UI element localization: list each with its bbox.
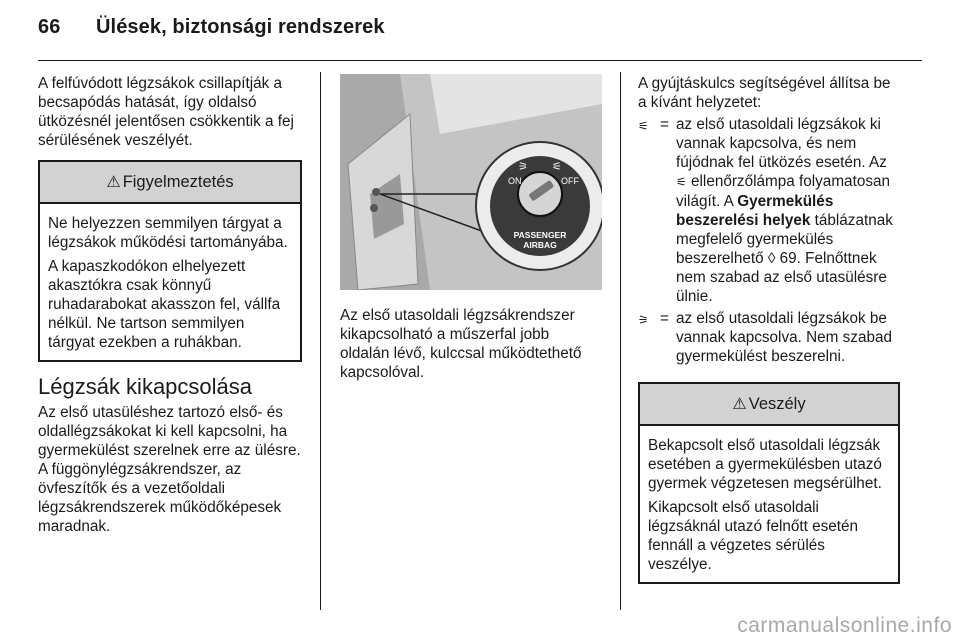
section-body: Az első utasüléshez tartozó első- és oldallégzsákokat ki kell kapcsolni, ha gyermekülést szerelnek erre az ülésre. A függönylégzsákrendszer, az övfeszítők és a vezetőoldali légzsákrendszerek működőképesek maradnak. [38, 404, 301, 535]
warning-text: A kapaszkodókon elhelyezett akasztókra csak könnyű ruhadarabokat akasszon fel, vállfa nélkül. Ne tartson semmilyen tárgyat ezekben a ruhákban. [48, 258, 281, 351]
header-divider [38, 60, 922, 61]
definition-text-part: az első utasoldali légzsákok ki vannak kapcsolva, és nem fújódnak fel ütközés esetén. Az [676, 116, 887, 171]
column-left [38, 74, 302, 536]
switch-on-label: ON [508, 176, 522, 186]
airbag-off-icon: ⚟ [638, 119, 649, 133]
danger-text: Bekapcsolt első utasoldali légzsák esetében a gyermekülésben utazó gyermek végzetesen megsérülhet. [648, 437, 882, 492]
equals-sign: = [660, 310, 669, 327]
figure-caption: Az első utasoldali légzsákrendszer kikapcsolható a műszerfal jobb oldalán lévő, kulccsal működtethető kapcsolóval. [340, 307, 582, 381]
column-divider [320, 72, 321, 610]
warning-box [38, 160, 302, 362]
airbag-off-icon: ⚟ [676, 175, 687, 189]
airbag-off-icon: ⚟ [552, 160, 562, 173]
definition-text: az első utasoldali légzsákok be vannak kapcsolva. Nem szabad gyermekülést beszerelni. [676, 310, 892, 365]
danger-header [640, 384, 898, 426]
definition-text-part: táblázatnak megfelelő gyermekülés beszerelhető [676, 212, 893, 267]
instruction-intro: A gyújtáskulcs segítségével állítsa be a kívánt helyzetet: [638, 75, 891, 111]
airbag-on-icon: ⚞ [518, 160, 528, 173]
airbag-switch-illustration [340, 74, 602, 290]
page-reference-arrow-icon: ◊ [767, 250, 776, 267]
danger-box [638, 382, 900, 584]
column-middle [340, 74, 602, 382]
equals-sign: = [660, 116, 669, 133]
airbag-on-icon: ⚞ [638, 313, 649, 327]
switch-location-dot [370, 204, 378, 212]
definition-text-part: . Felnőttnek nem szabad az első utasülésre ülnie. [676, 250, 887, 305]
column-divider [620, 72, 621, 610]
column-right [638, 74, 900, 584]
warning-title: Figyelmeztetés [122, 173, 234, 191]
definition-item-off [638, 115, 900, 306]
section-heading: Légzsák kikapcsolása [38, 374, 253, 399]
danger-text: Kikapcsolt első utasoldali légzsáknál utazó felnőtt esetén fennáll a végzetes sérülés veszélye. [648, 499, 859, 573]
table-reference: Gyermekülés beszerelési helyek [676, 193, 834, 229]
switch-off-label: OFF [561, 176, 579, 186]
definition-item-on [638, 309, 900, 366]
switch-passenger-label: PASSENGER [513, 230, 567, 240]
switch-airbag-label: AIRBAG [523, 240, 557, 250]
warning-triangle-icon: ⚠ [106, 174, 121, 191]
watermark: carmanualsonline.info [737, 614, 952, 637]
danger-title: Veszély [748, 395, 806, 413]
page-reference[interactable]: 69 [779, 250, 797, 267]
definition-text [676, 115, 900, 306]
intro-paragraph: A felfúvódott légzsákok csillapítják a becsapódás hatását, így oldalsó ütközésnél jelentősen csökkentik a fej sérülésének veszélyét. [38, 75, 294, 149]
page-header [38, 16, 385, 39]
warning-triangle-icon: ⚠ [732, 396, 747, 413]
switch-location-dot [372, 188, 380, 196]
warning-text: Ne helyezzen semmilyen tárgyat a légzsákok működési tartományába. [48, 215, 288, 251]
warning-header [40, 162, 300, 204]
page-number: 66 [38, 16, 61, 38]
page-title: Ülések, biztonsági rendszerek [96, 16, 385, 38]
definition-text-part: ellenőrzőlámpa folyamatosan világít. A [676, 173, 890, 210]
airbag-switch-drawing [340, 74, 602, 290]
